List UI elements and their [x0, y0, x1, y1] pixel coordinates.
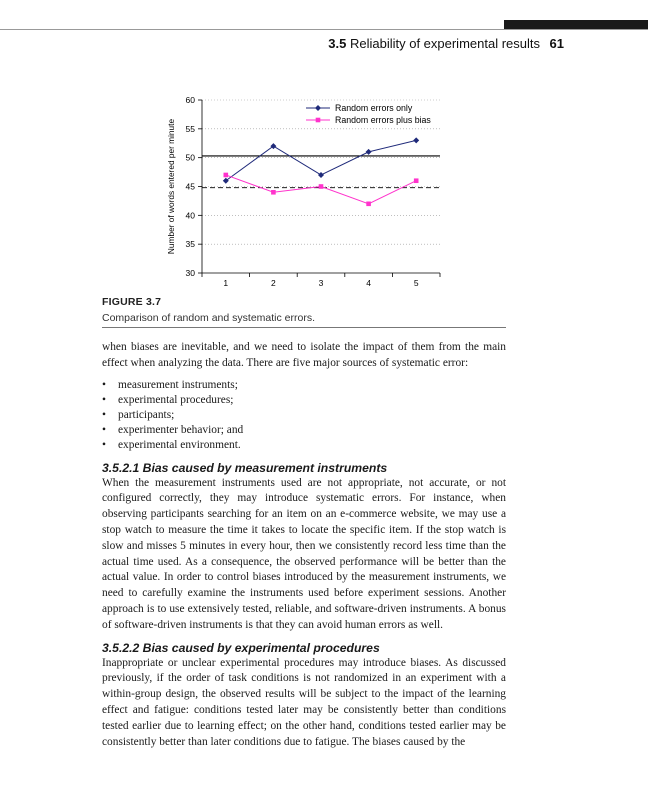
- data-point: [318, 172, 324, 178]
- x-tick-label: 2: [271, 278, 276, 288]
- page-number: 61: [549, 36, 564, 51]
- data-point: [319, 184, 324, 189]
- data-point: [224, 173, 229, 178]
- legend-label: Random errors plus bias: [335, 115, 431, 125]
- x-tick-label: 1: [223, 278, 229, 288]
- running-head: [0, 36, 540, 51]
- list-item: • experimental environment.: [102, 438, 506, 453]
- x-tick-label: 3: [318, 278, 324, 288]
- intro-paragraph: when biases are inevitable, and we need to isolate the impact of them from the main effect when analyzing the data. There are five major sources of systematic error:: [102, 341, 506, 369]
- y-tick-label: 60: [185, 95, 195, 105]
- y-tick-label: 30: [185, 268, 195, 278]
- y-tick-label: 45: [185, 181, 195, 192]
- y-tick-label: 50: [185, 152, 195, 163]
- subsection-heading: 3.5.2.2 Bias caused by experimental procedures: [102, 640, 380, 655]
- data-point: [366, 202, 371, 207]
- list-item: • measurement instruments;: [102, 378, 506, 393]
- subsection-heading: 3.5.2.1 Bias caused by measurement instruments: [102, 460, 388, 475]
- data-point: [366, 149, 372, 155]
- list-item: • participants;: [102, 408, 506, 423]
- data-point: [271, 190, 276, 195]
- y-tick-label: 40: [185, 210, 195, 221]
- figure-label: FIGURE 3.7: [102, 296, 162, 308]
- figure-chart: [150, 88, 450, 293]
- list-item: • experimental procedures;: [102, 393, 506, 408]
- list-item: • experimenter behavior; and: [102, 423, 506, 438]
- caption-rule: [102, 327, 506, 328]
- y-tick-label: 55: [185, 123, 195, 134]
- legend-marker: [316, 118, 321, 123]
- series-line-plus-bias: [226, 175, 416, 204]
- x-tick-label: 4: [366, 278, 371, 288]
- section-title: Reliability of experimental results: [349, 36, 540, 51]
- x-tick-label: 5: [413, 278, 419, 288]
- header-rule: [0, 29, 648, 30]
- data-point: [414, 178, 419, 183]
- body-text: [102, 340, 506, 750]
- data-point: [413, 137, 419, 143]
- legend-label: Random errors only: [335, 103, 413, 113]
- error-sources-list: [102, 378, 506, 454]
- figure-caption: Comparison of random and systematic errors.: [102, 312, 315, 324]
- y-axis-label: Number of words entered per minute: [166, 118, 176, 255]
- section-number: 3.5: [328, 36, 347, 51]
- legend-marker: [315, 105, 321, 111]
- subsection-paragraph: Inappropriate or unclear experimental procedures may introduce biases. As discussed previously, if the order of task conditions is not randomized in an experiment with a within-group design, the observed results will be subject to the impact of the learning effect and fatigue: conditions tested later may be consistently better than conditions tested earlier due to learning effect; on the other hand, conditions tested earlier may be consistently better than later conditions due to fatigue. The biases caused by the: [102, 656, 506, 748]
- y-tick-label: 35: [185, 239, 195, 250]
- subsection-paragraph: When the measurement instruments used are not appropriate, not accurate, or not configured correctly, they may introduce systematic errors. For instance, when observing participants searching for an item on an e-commerce website, we may use a stop watch to measure the time it takes to locate the specific item. If the stop watch is slow and misses 5 minutes in every hour, then we consistently record less time than the actual time used. As a consequence, the observed performance will be better than the actual value. In order to control biases introduced by the measurement instruments, we need to carefully examine the instruments used before experiment sessions. Another approach is to use extensively tested, reliable, and software-driven instruments. A bonus of software-driven instruments is that they can avoid human errors as well.: [102, 476, 506, 631]
